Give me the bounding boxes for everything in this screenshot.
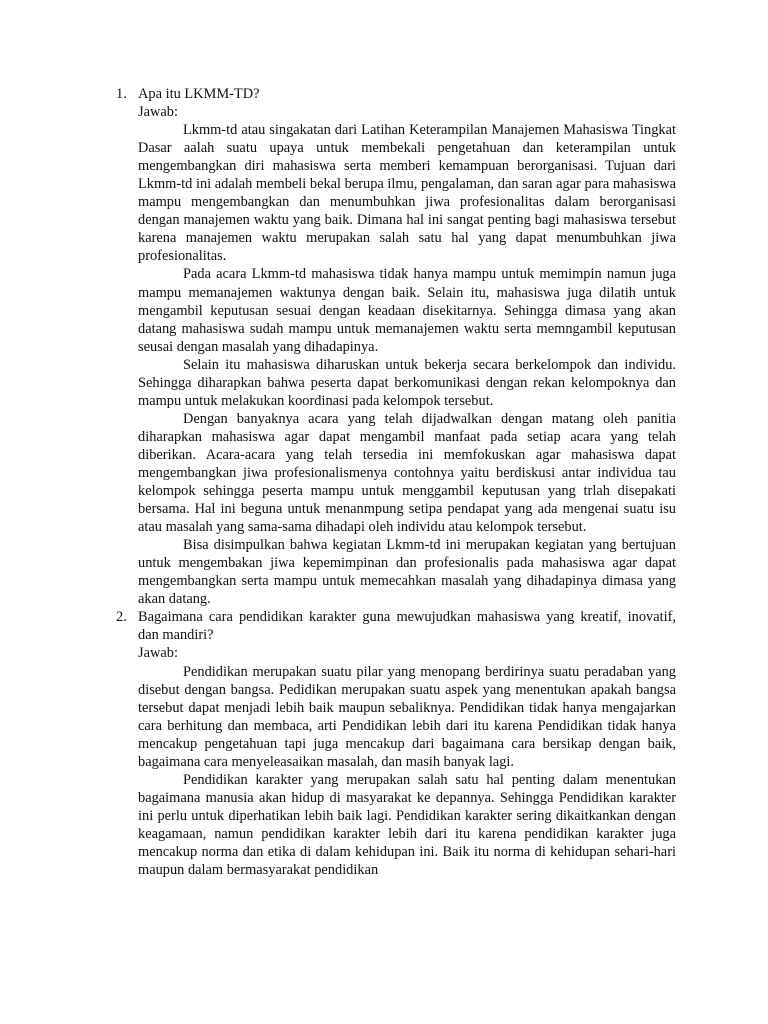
question-item-1	[116, 85, 676, 608]
answer-label: Jawab:	[138, 645, 178, 662]
question-text: Bagaimana cara pendidikan karakter guna mewujudkan mahasiswa yang kreatif, inovatif, dan mandiri?	[138, 609, 676, 644]
question-text: Apa itu LKMM-TD?	[138, 86, 260, 102]
document-body	[116, 85, 676, 879]
answer-label: Jawab:	[138, 104, 178, 121]
answer-paragraph: Lkmm-td atau singakatan dari Latihan Keterampilan Manajemen Mahasiswa Tingkat Dasar aalah suatu upaya untuk membekali pengetahuan dan keterampilan untuk mengembangkan diri mahasiswa serta memberi kemampuan berorganisasi. Tujuan dari Lkmm-td ini adalah membeli bekal berupa ilmu, pengalaman, dan saran agar para mahasiswa mampu mengembangkan dan menumbuhkan jiwa profesionalitas dalam berorganisasi dengan manajemen waktu yang baik. Dimana hal ini sangat penting bagi mahasiswa tersebut karena manajemen waktu merupakan salah satu hal yang dapat menumbuhkan jiwa profesionalitas.	[138, 122, 676, 265]
answer-paragraph: Bisa disimpulkan bahwa kegiatan Lkmm-td ini merupakan kegiatan yang bertujuan untuk mengembakan jiwa kepemimpinan dan profesionalis pada mahasiswa agar dapat mengembangkan serta mampu untuk memecahkan masalah yang dihadapinya dimasa yang akan datang.	[138, 537, 676, 608]
answer-paragraph: Pendidikan karakter yang merupakan salah satu hal penting dalam menentukan bagaimana manusia akan hidup di masyarakat ke depannya. Sehingga Pendidikan karakter ini perlu untuk diperhatikan lebih baik lagi. Pendidikan karakter sering dikaitkankan dengan keagamaan, namun pendidikan karakter lebih dari itu karena pendidikan karakter juga mencakup norma dan etika di dalam kehidupan ini. Baik itu norma di kehidupan sehari-hari maupun dalam bermasyarakat pendidikan	[138, 771, 676, 879]
question-number: 2.	[116, 609, 127, 626]
answer-paragraph: Pendidikan merupakan suatu pilar yang menopang berdirinya suatu peradaban yang disebut dengan bangsa. Pedidikan merupakan suatu aspek yang menentukan apakah bangsa tersebut dapat menjadi lebih baik maupun sebaliknya. Pendidikan tidak hanya mengajarkan cara berhitung dan membaca, arti Pendidikan lebih dari itu karena Pendidikan tidak hanya mencakup pengetahuan tapi juga mencakup dari bagaimana cara bersikap dengan baik, bagaimana cara menyeleasaikan masalah, dan masih banyak lagi.	[138, 663, 676, 770]
question-number: 1.	[116, 86, 127, 102]
answer-paragraph: Selain itu mahasiswa diharuskan untuk bekerja secara berkelompok dan individu. Sehingga diharapkan bahwa peserta dapat berkomunikasi dengan rekan kelompoknya dan mampu untuk melakukan koordinasi pada kelompok tersebut.	[138, 356, 676, 409]
answer-paragraph: Dengan banyaknya acara yang telah dijadwalkan dengan matang oleh panitia diharapkan mahasiswa agar dapat mengambil manfaat pada setiap acara yang telah diberikan. Acara-acara yang telah tersedia ini memfokuskan agar mahasiswa dapat mengembangkan jiwa profesionalismenya contohnya yaitu berdiskusi antar individua tau kelompok sehingga peserta mampu untuk menggambil keputusan yang trlah disepakati bersama. Hal ini beguna untuk menanmpung setipa pendapat yang ada mengenai suatu isu atau masalah yang sama-sama dihadapi oleh individu atau kelompok tersebut.	[138, 410, 676, 536]
question-item-2	[116, 608, 676, 879]
answer-paragraph: Pada acara Lkmm-td mahasiswa tidak hanya mampu untuk memimpin namun juga mampu memanajemen waktunya dengan baik. Selain itu, mahasiswa juga dilatih untuk mengambil keputusan sesuai dengan keadaan disekitarnya. Sehingga dimasa yang akan datang mahasiswa sudah mampu untuk memanajemen waktu serta memngambil keputusan seusai dengan masalah yang dihadapinya.	[138, 266, 676, 355]
